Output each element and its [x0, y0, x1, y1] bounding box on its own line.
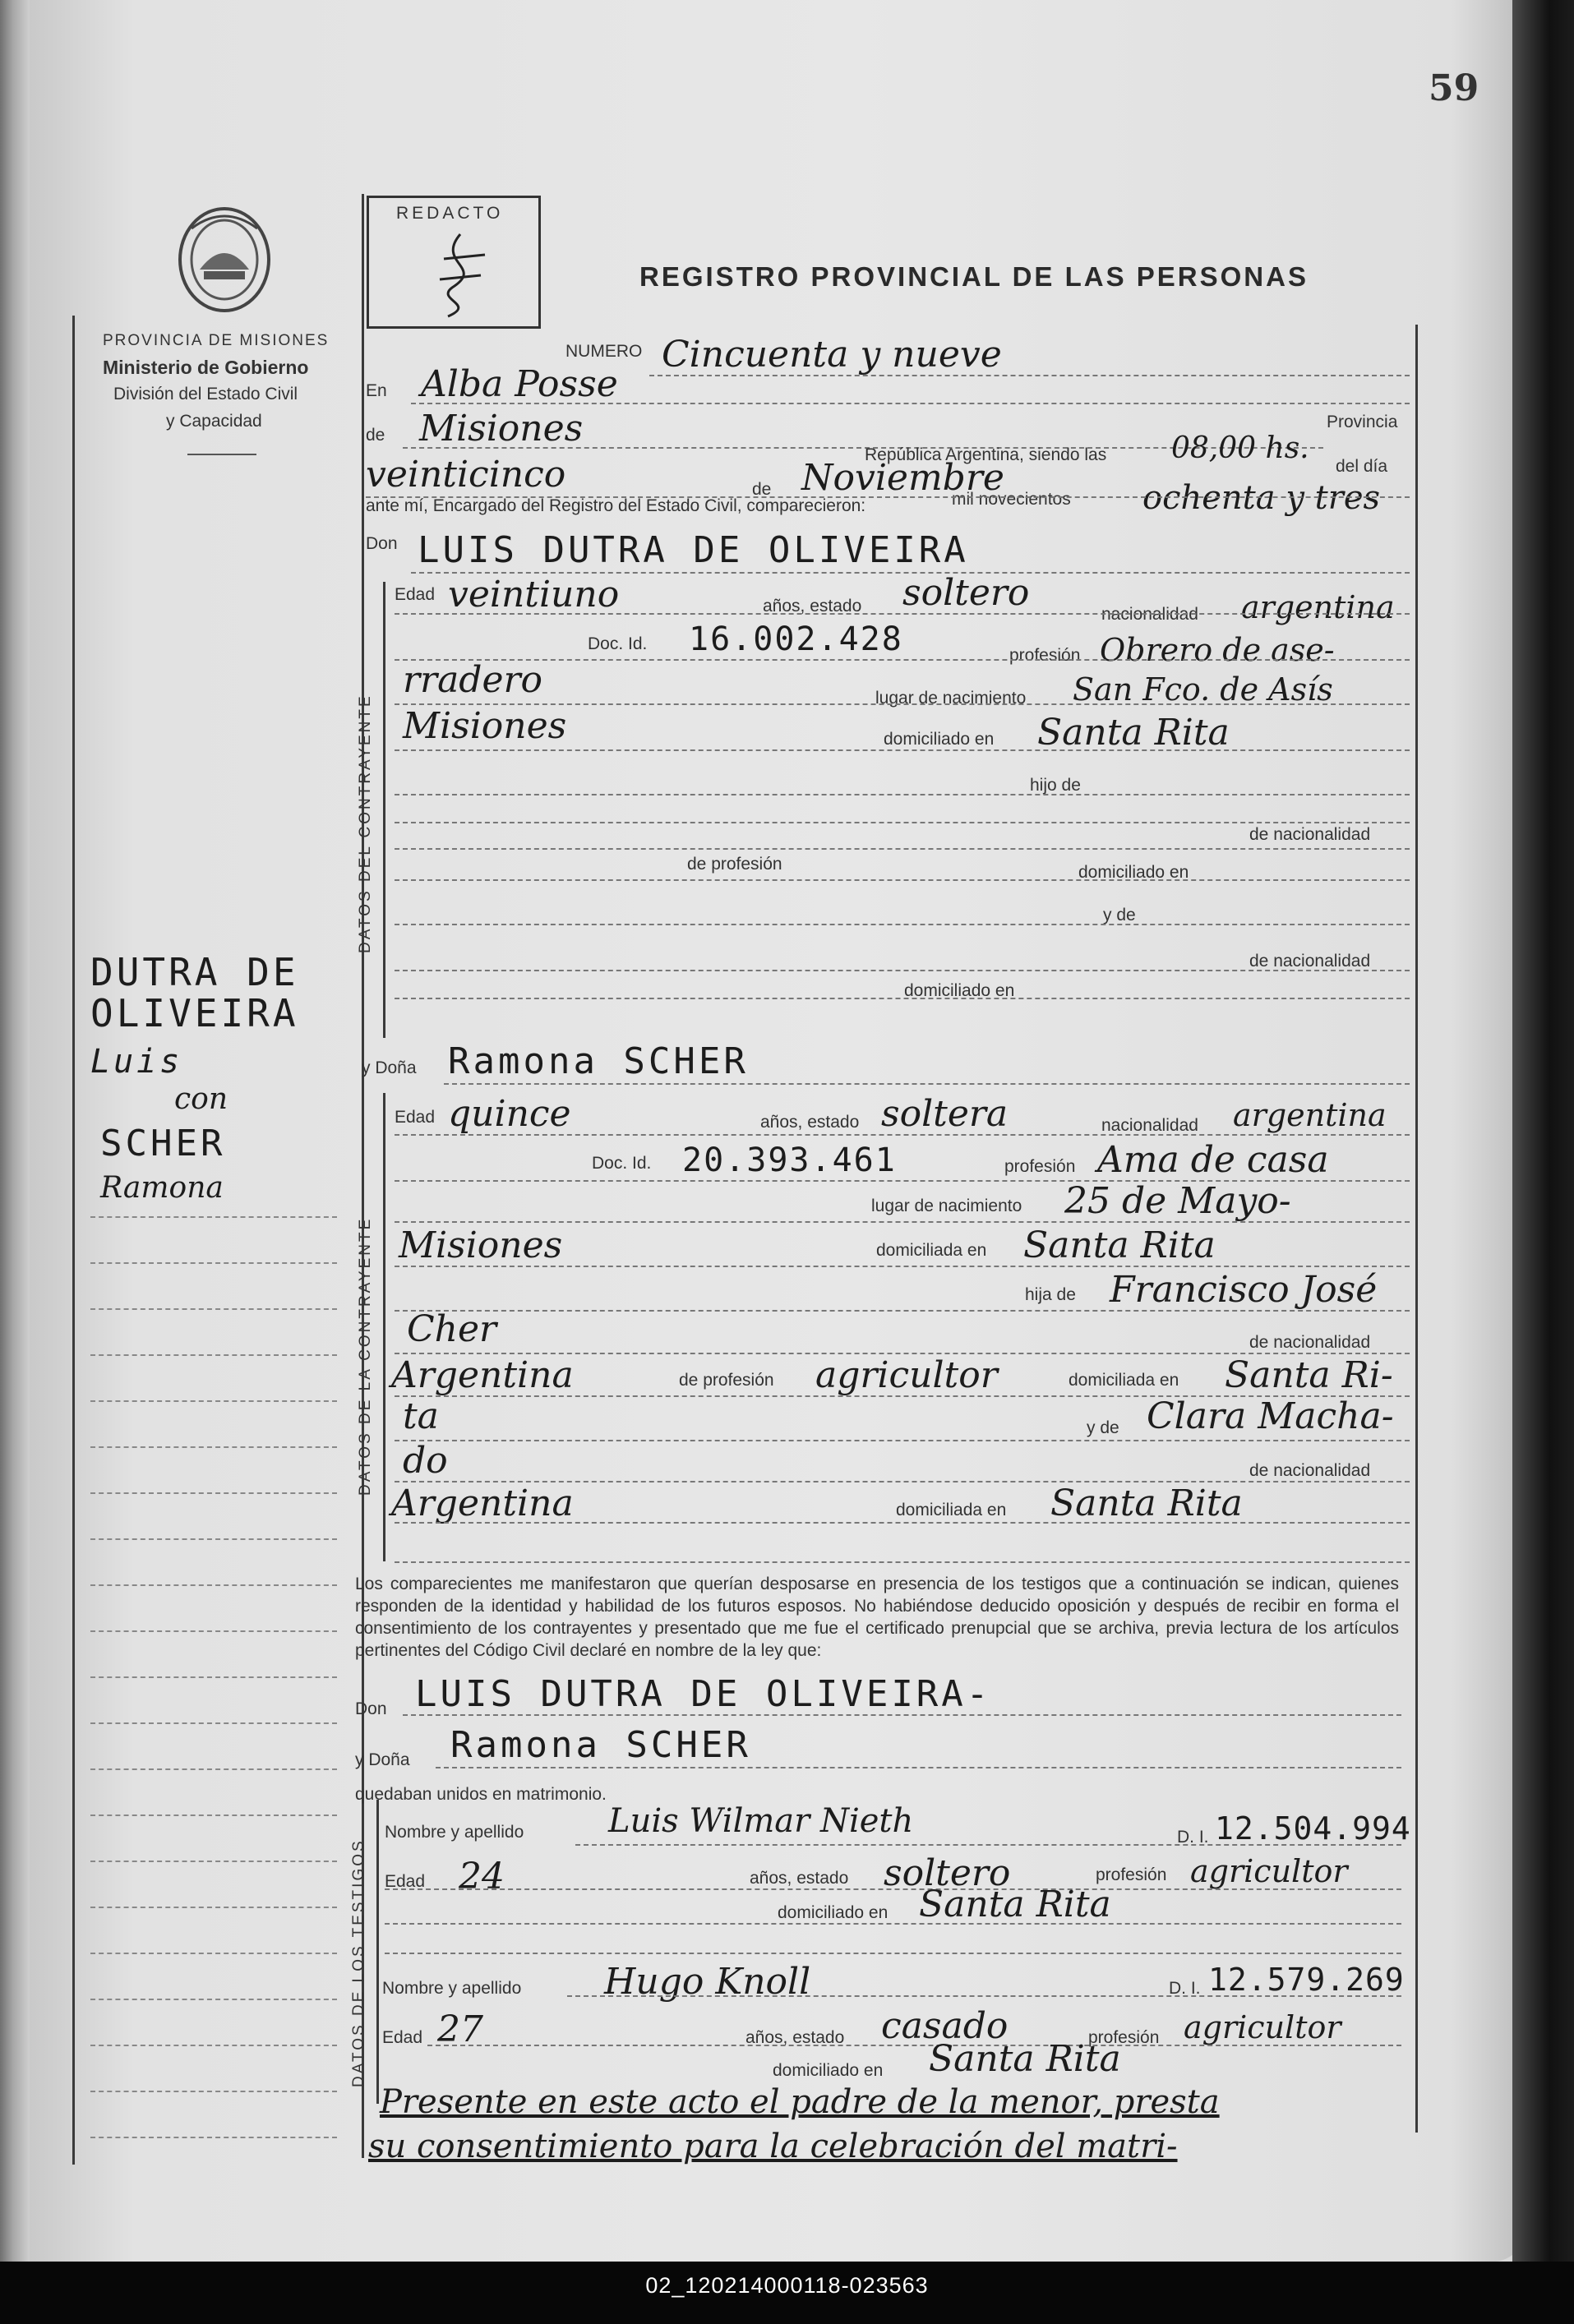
agency-line-4: y Capacidad	[166, 412, 262, 431]
y-de-label-2: y de	[1087, 1418, 1119, 1437]
agency-line-3: División del Estado Civil	[113, 385, 298, 403]
anos-estado-label-2: años, estado	[760, 1113, 860, 1132]
domiciliada-label-2: domiciliada en	[1069, 1371, 1179, 1390]
datos-contrayenta-label: DATOS DE LA CONTRAYENTE	[357, 1216, 374, 1496]
contrayente-bracket	[383, 582, 385, 1038]
agency-rule	[187, 454, 256, 455]
margin-rule	[90, 2137, 337, 2138]
provincia-value: Misiones	[419, 408, 584, 450]
anio-value: ochenta y tres	[1142, 479, 1381, 517]
hijo-line-1	[395, 794, 1410, 795]
hija-line-4	[395, 1440, 1410, 1441]
margin-line-1: DUTRA DE	[90, 950, 299, 994]
file-label: 02_120214000118-023563	[645, 2273, 929, 2298]
edad-label-3: Edad	[385, 1872, 426, 1891]
contrayenta-doc: 20.393.461	[682, 1141, 897, 1179]
contrayenta-edad: quince	[448, 1093, 571, 1135]
testigo-1-nombre: Luis Wilmar Nieth	[608, 1802, 914, 1840]
margin-line-6: Ramona	[100, 1171, 224, 1205]
de-nacionalidad-label-2: de nacionalidad	[1249, 952, 1371, 971]
profesion-label-4: profesión	[1088, 2028, 1160, 2047]
testigo-2-nombre: Hugo Knoll	[604, 1961, 811, 2003]
edad-line	[395, 613, 1410, 615]
margin-rule	[90, 1262, 337, 1264]
padre-nacionalidad: Argentina	[391, 1354, 574, 1396]
di-label: D. I.	[1177, 1828, 1209, 1847]
testigo-1-nombre-line	[575, 1844, 1401, 1846]
contrayenta-bracket	[383, 1093, 385, 1561]
margin-rule-left	[72, 316, 75, 2165]
hija-line-1	[395, 1310, 1410, 1312]
testigo-1-estado: soltero	[884, 1852, 1011, 1894]
domiciliado-label-4: domiciliado en	[778, 1903, 889, 1922]
nota-line-1: Presente en este acto el padre de la menor, presta	[380, 2083, 1220, 2121]
contrayente-domicilio: Santa Rita	[1037, 712, 1230, 754]
margin-rule	[90, 1722, 337, 1724]
domiciliado-label-2: domiciliado en	[1078, 863, 1189, 882]
edad-label-4: Edad	[382, 2028, 423, 2047]
testigo-2-nombre-line	[567, 1995, 1401, 1997]
hijo-line-6	[395, 970, 1410, 971]
testigo-1-edad: 24	[459, 1856, 505, 1897]
don-label: Don	[366, 534, 398, 553]
lugar-nac-label: lugar de nacimiento	[875, 689, 1027, 708]
provincia-label: Provincia	[1327, 413, 1398, 431]
contrayenta-madre: Clara Macha-	[1147, 1395, 1394, 1437]
margin-rule	[90, 1216, 337, 1218]
margin-line-4: con	[174, 1082, 228, 1116]
hora-value: 08,00 hs.	[1171, 431, 1309, 465]
anos-estado-label-4: años, estado	[745, 2028, 845, 2047]
hijo-line-4	[395, 879, 1410, 881]
hija-line-7	[395, 1561, 1410, 1563]
profesion-label: profesión	[1009, 646, 1081, 665]
margin-rule	[90, 1492, 337, 1494]
redacto-label: REDACTO	[396, 204, 504, 223]
don-label-2: Don	[355, 1699, 387, 1718]
nota-line-2: su consentimiento para la celebración del matri-	[368, 2128, 1178, 2165]
profesion-label-3: profesión	[1096, 1865, 1167, 1884]
de-nacionalidad-label-4: de nacionalidad	[1249, 1461, 1371, 1480]
redacto-signature	[427, 230, 493, 320]
contrayente-estado: soltero	[902, 572, 1030, 614]
numero-label: NUMERO	[565, 342, 643, 361]
numero-value: Cincuenta y nueve	[662, 334, 1002, 376]
declaration-text: Los comparecientes me manifestaron que querían desposarse en presencia de los testigos que a continuación se indican, quienes responden de la identidad y habilidad de los futuros esposos. No habiéndose deducido oposición y después de recibir en forma el consentimiento de los contrayentes y presentado que me fue el certificado prenupcial que se archiva, previa lectura de los artículos pertinentes del Código Civil declaré en nombre de la ley que:	[355, 1575, 1399, 1660]
contrayente-nombre: LUIS DUTRA DE OLIVEIRA	[418, 529, 969, 571]
book-binding-right	[1512, 0, 1574, 2262]
margin-rule	[90, 2091, 337, 2092]
dia-value: veinticinco	[366, 454, 566, 496]
doc-label-2: Doc. Id.	[592, 1154, 652, 1173]
mes-value: Noviembre	[801, 457, 1004, 499]
testigo-2-profesion: agricultor	[1184, 2009, 1341, 2045]
hija-line-6	[395, 1522, 1410, 1524]
madre-domicilio: Santa Rita	[1050, 1482, 1243, 1524]
contrayenta-padre: Francisco José	[1110, 1269, 1378, 1311]
margin-rule	[90, 1584, 337, 1586]
contrayenta-domicilio: Santa Rita	[1023, 1224, 1216, 1266]
hijo-line-2	[395, 822, 1410, 823]
nombre-apellido-label: Nombre y apellido	[385, 1823, 524, 1842]
di-label-2: D. I.	[1169, 1979, 1201, 1998]
edad-label-2: Edad	[395, 1108, 436, 1127]
domiciliada-label: domiciliada en	[876, 1241, 987, 1260]
provincial-seal-icon	[171, 204, 278, 319]
en-label: En	[366, 381, 387, 400]
margin-rule	[90, 1907, 337, 1908]
testigo-1-edad-line	[385, 1888, 1401, 1890]
y-dona-label: y Doña	[362, 1058, 417, 1077]
margin-rule	[90, 1953, 337, 1954]
republica-label: República Argentina, siendo las	[865, 445, 1107, 464]
domiciliado-label: domiciliado en	[884, 730, 995, 749]
edad-label: Edad	[395, 585, 436, 604]
margin-line-2: OLIVEIRA	[90, 991, 299, 1035]
anos-estado-label: años, estado	[763, 597, 862, 616]
de-label: de	[366, 426, 385, 445]
contrayente-lugar-nac: San Fco. de Asís	[1073, 671, 1333, 708]
nacionalidad-label-2: nacionalidad	[1101, 1116, 1198, 1135]
quedaban-label: quedaban unidos en matrimonio.	[355, 1785, 607, 1804]
margin-line-3: Luis	[90, 1043, 183, 1081]
dona-line	[444, 1083, 1410, 1085]
doc-line	[395, 659, 1410, 661]
margin-rule	[90, 1446, 337, 1448]
contrayente-nacionalidad: argentina	[1241, 589, 1395, 625]
profesion-label-2: profesión	[1004, 1157, 1076, 1176]
margin-rule	[90, 1400, 337, 1402]
padre-profesion: agricultor	[815, 1354, 998, 1396]
domicilio-line-2	[395, 1266, 1410, 1267]
union-don-line	[403, 1714, 1401, 1716]
margin-rule	[90, 1308, 337, 1310]
book-binding-left	[0, 0, 30, 2262]
contrayenta-lugar-nac-2: Misiones	[399, 1224, 563, 1266]
hijo-line-5	[395, 924, 1410, 925]
testigos-bracket	[376, 1800, 379, 2104]
de-profesion-label: de profesión	[687, 855, 782, 874]
anos-estado-label-3: años, estado	[750, 1869, 849, 1888]
page-number: 59	[1429, 67, 1479, 109]
margin-rule	[90, 2045, 337, 2046]
datos-contrayente-label: DATOS DEL CONTRAYENTE	[357, 694, 374, 953]
testigo-1-dom-line	[385, 1923, 1401, 1925]
contrayenta-padre-2: Cher	[407, 1308, 497, 1350]
contrayente-doc: 16.002.428	[689, 620, 903, 658]
de-profesion-label-2: de profesión	[679, 1371, 774, 1390]
testigo-1-di: 12.504.994	[1215, 1810, 1411, 1847]
hijo-de-label: hijo de	[1030, 776, 1081, 795]
nacionalidad-label: nacionalidad	[1101, 605, 1198, 624]
margin-rule	[90, 1814, 337, 1816]
testigo-2-estado: casado	[881, 2005, 1009, 2047]
numero-line	[649, 375, 1410, 376]
de-mes-label: de	[752, 480, 772, 499]
testigo-2-edad: 27	[437, 2008, 483, 2050]
edad-line-2	[395, 1134, 1410, 1136]
domicilio-line	[395, 749, 1410, 751]
agency-line-1: PROVINCIA DE MISIONES	[103, 332, 330, 349]
margin-rule	[90, 1768, 337, 1770]
domiciliado-label-3: domiciliado en	[904, 981, 1015, 1000]
testigo-sep-line	[385, 1953, 1401, 1954]
ante-mi-label: ante mí, Encargado del Registro del Estado Civil, comparecieron:	[366, 496, 866, 515]
mil-label: mil novecientos	[952, 490, 1071, 509]
margin-rule	[90, 1630, 337, 1632]
margin-rule	[90, 1354, 337, 1356]
contrayenta-madre-2: do	[403, 1440, 448, 1482]
localidad-value: Alba Posse	[421, 363, 618, 405]
testigo-2-domicilio: Santa Rita	[929, 2038, 1121, 2080]
testigo-1-profesion: agricultor	[1190, 1853, 1348, 1889]
de-nacionalidad-label: de nacionalidad	[1249, 825, 1371, 844]
contrayente-edad: veintiuno	[448, 574, 620, 616]
domiciliado-label-5: domiciliado en	[773, 2061, 884, 2080]
domiciliada-label-3: domiciliada en	[896, 1501, 1007, 1519]
contrayente-profesion-2: rradero	[403, 659, 543, 701]
margin-rule	[90, 1676, 337, 1678]
contrayenta-nombre: Ramona SCHER	[448, 1040, 749, 1082]
testigo-2-edad-line	[427, 2045, 1401, 2046]
hijo-line-3	[395, 848, 1410, 850]
hija-de-label: hija de	[1025, 1285, 1076, 1304]
margin-rule	[90, 1538, 337, 1540]
agency-line-2: Ministerio de Gobierno	[103, 357, 309, 378]
contrayente-profesion: Obrero de ase-	[1100, 632, 1335, 668]
contrayenta-lugar-nac: 25 de Mayo-	[1064, 1180, 1291, 1222]
lugar-line-2	[395, 1221, 1410, 1223]
madre-nacionalidad: Argentina	[391, 1482, 574, 1524]
union-dona: Ramona SCHER	[450, 1724, 751, 1766]
document-title: REGISTRO PROVINCIAL DE LAS PERSONAS	[639, 261, 1309, 292]
padre-domicilio-2: ta	[403, 1395, 439, 1437]
lugar-nac-label-2: lugar de nacimiento	[871, 1197, 1022, 1215]
body-rule-right	[1415, 325, 1418, 2133]
del-dia-label: del día	[1336, 457, 1388, 476]
union-dona-line	[436, 1767, 1401, 1768]
testigo-1-domicilio: Santa Rita	[919, 1884, 1111, 1925]
union-don: LUIS DUTRA DE OLIVEIRA-	[415, 1673, 992, 1715]
nombre-apellido-label-2: Nombre y apellido	[382, 1979, 522, 1998]
contrayenta-profesion: Ama de casa	[1097, 1139, 1329, 1181]
localidad-line	[411, 403, 1410, 404]
padre-domicilio: Santa Ri-	[1225, 1354, 1393, 1396]
margin-rule	[90, 1999, 337, 2000]
de-nacionalidad-label-3: de nacionalidad	[1249, 1333, 1371, 1352]
contrayenta-nacionalidad: argentina	[1233, 1097, 1387, 1133]
datos-testigos-label: DATOS DE LOS TESTIGOS	[350, 1838, 367, 2087]
hijo-line-7	[395, 998, 1410, 999]
margin-line-5: SCHER	[100, 1123, 226, 1164]
margin-rule	[90, 1861, 337, 1862]
y-de-label: y de	[1103, 906, 1136, 925]
y-dona-label-2: y Doña	[355, 1750, 410, 1769]
contrayenta-estado: soltera	[881, 1093, 1009, 1135]
doc-label: Doc. Id.	[588, 634, 648, 653]
contrayente-lugar-nac-2: Misiones	[403, 705, 567, 747]
testigo-2-di: 12.579.269	[1208, 1962, 1405, 1998]
